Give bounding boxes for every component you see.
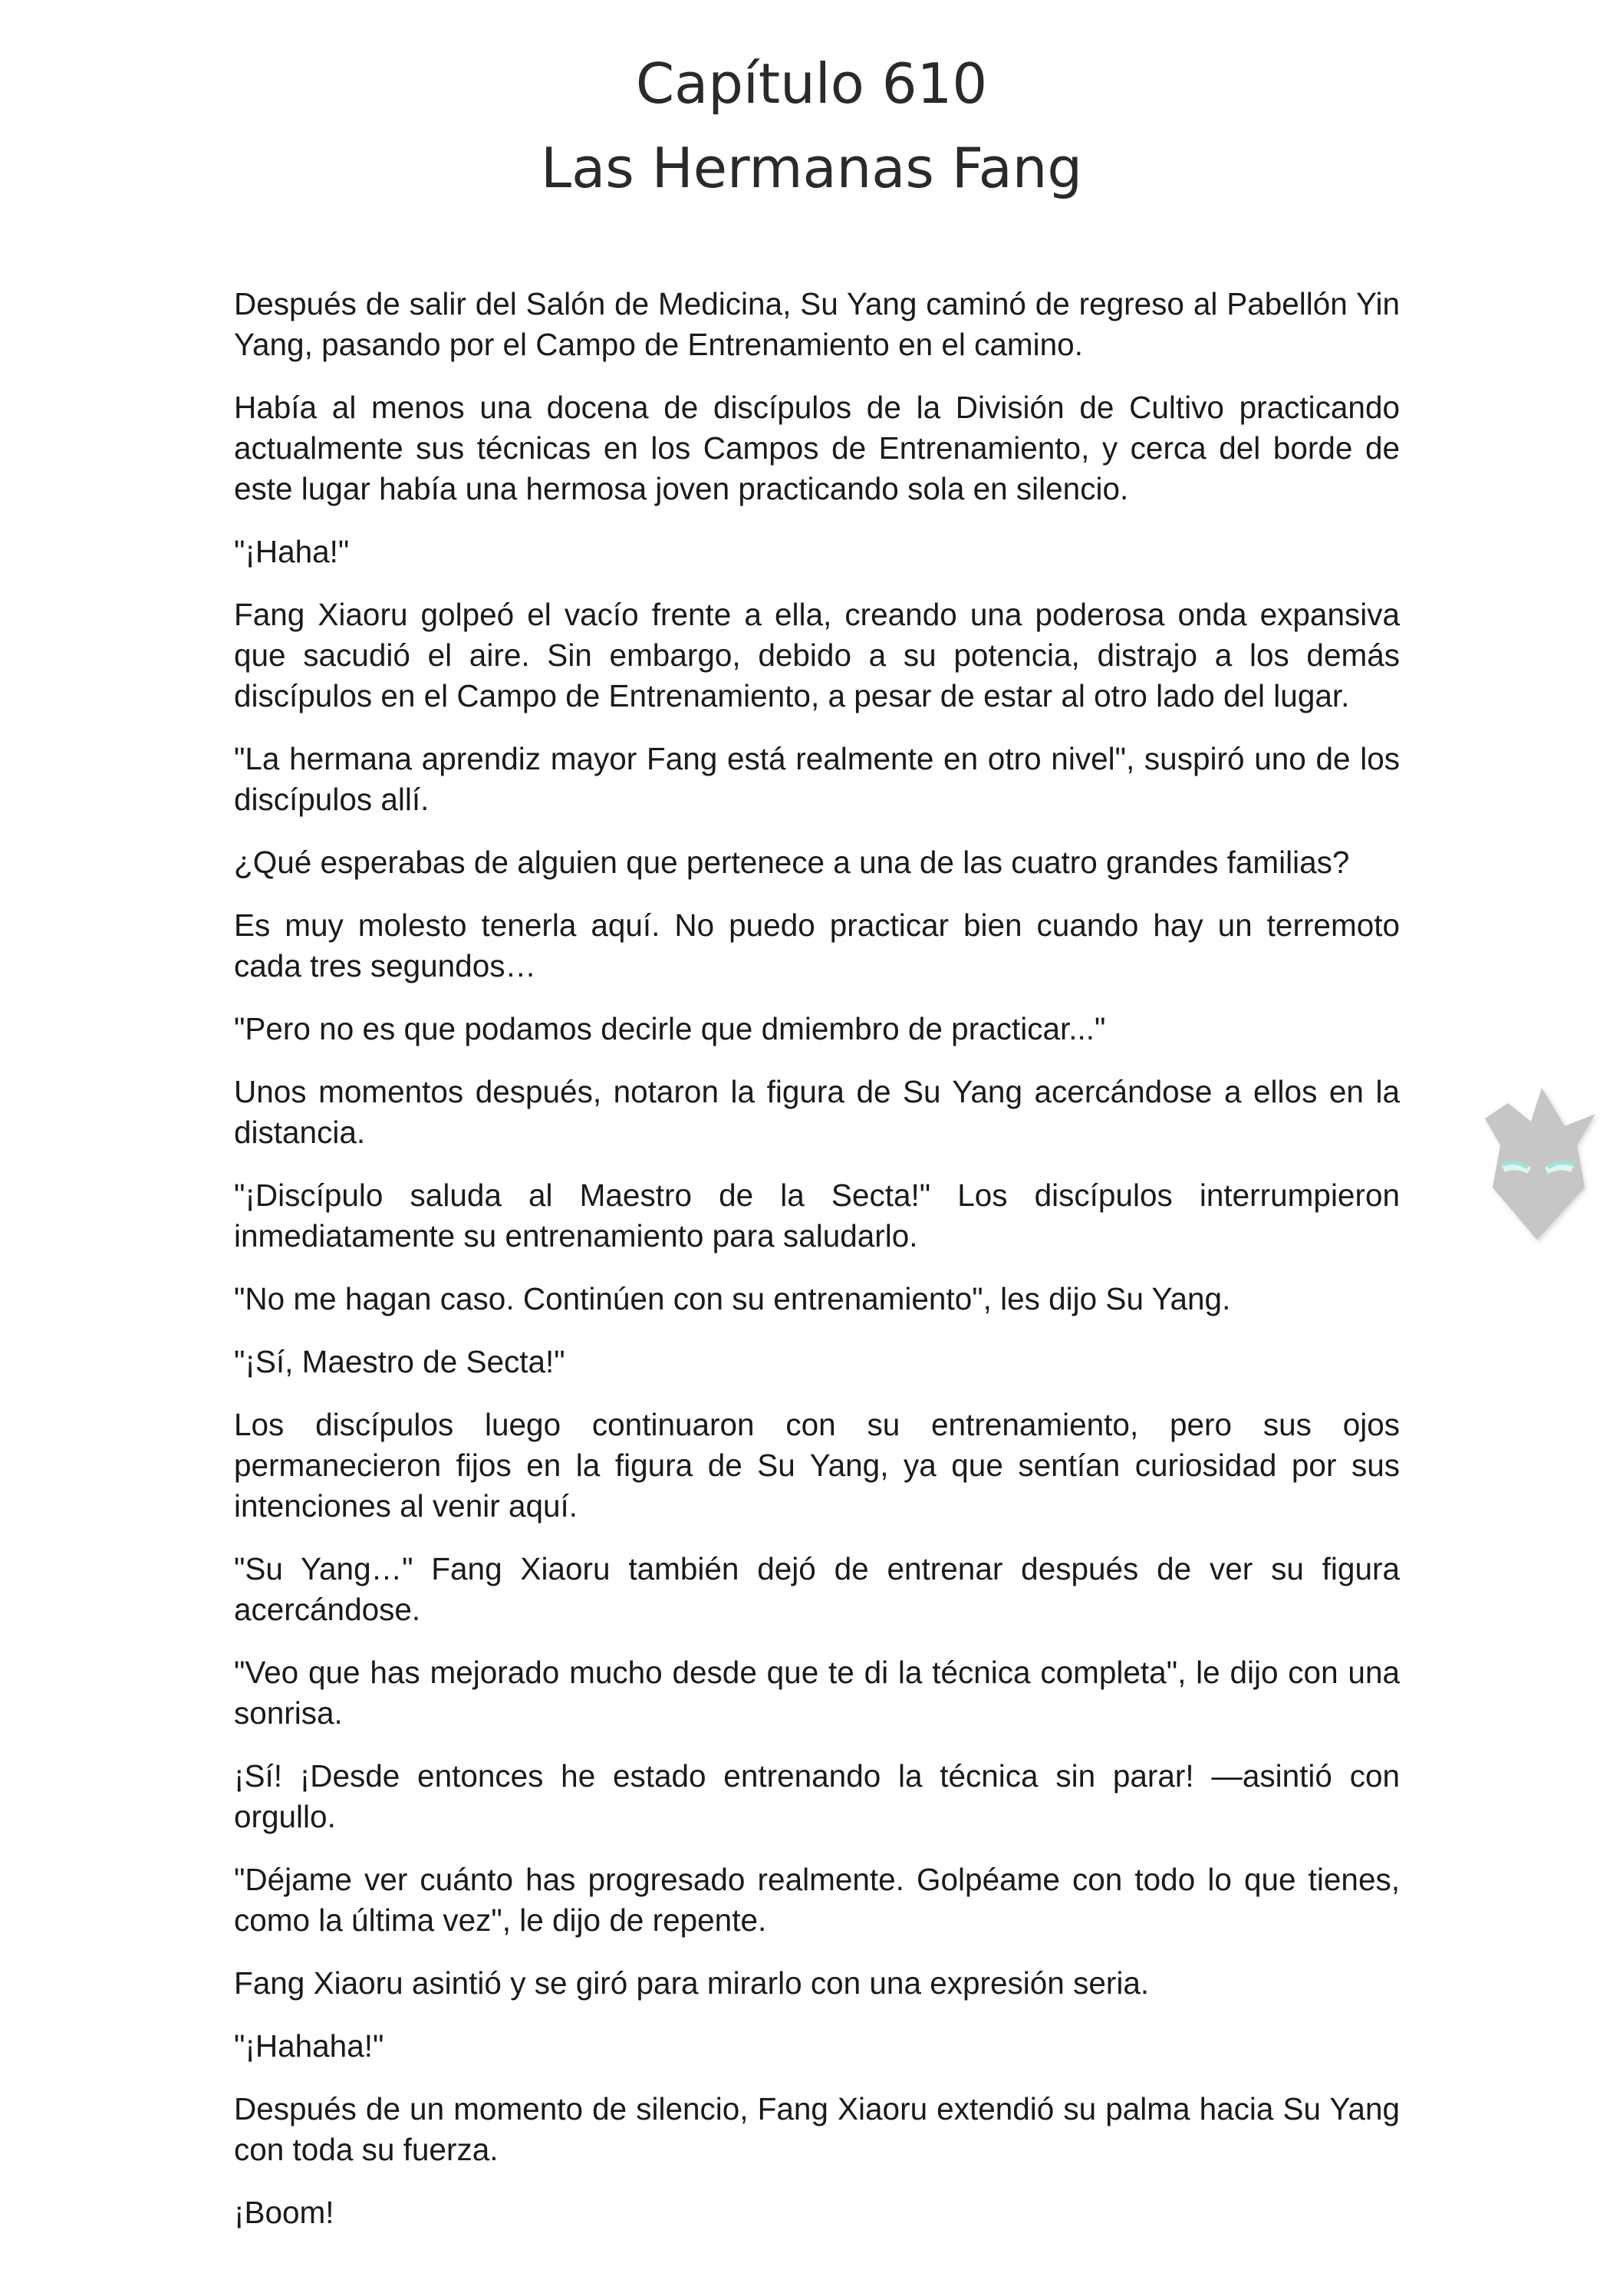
paragraph: Después de un momento de silencio, Fang Xiaoru extendió su palma hacia Su Yang con toda su fuerza.	[234, 2091, 1400, 2167]
paragraph: "Pero no es que podamos decirle que dmiembro de practicar..."	[234, 1011, 1106, 1046]
paragraph: Fang Xiaoru asintió y se giró para mirarlo con una expresión seria.	[234, 1965, 1150, 2001]
paragraph: Los discípulos luego continuaron con su entrenamiento, pero sus ojos permanecieron fijos en la figura de Su Yang, ya que sentían curiosidad por sus intenciones al venir aquí.	[234, 1407, 1400, 1524]
paragraph: Después de salir del Salón de Medicina, Su Yang caminó de regreso al Pabellón Yin Yang, pasando por el Campo de Entrenamiento en el camino.	[234, 286, 1400, 362]
paragraph: Es muy molesto tenerla aquí. No puedo practicar bien cuando hay un terremoto cada tres segundos…	[234, 908, 1400, 983]
paragraph: "¡Discípulo saluda al Maestro de la Secta!" Los discípulos interrumpieron inmediatamente su entrenamiento para saludarlo.	[234, 1178, 1400, 1253]
paragraph: Había al menos una docena de discípulos de la División de Cultivo practicando actualmente sus técnicas en los Campos de Entrenamiento, y cerca del borde de este lugar había una hermosa joven practicando sola en silencio.	[234, 390, 1400, 506]
paragraph: "Veo que has mejorado mucho desde que te di la técnica completa", le dijo con una sonrisa.	[234, 1655, 1400, 1731]
chapter-number: Capítulo 610	[635, 51, 988, 116]
paragraph: "¡Haha!"	[234, 534, 350, 569]
chapter-body	[234, 284, 1400, 2255]
paragraph: "Su Yang…" Fang Xiaoru también dejó de entrenar después de ver su figura acercándose.	[234, 1551, 1400, 1627]
paragraph: "No me hagan caso. Continúen con su entrenamiento", les dijo Su Yang.	[234, 1281, 1231, 1316]
paragraph: "¡Sí, Maestro de Secta!"	[234, 1344, 565, 1379]
demon-head-shape	[1485, 1088, 1595, 1240]
paragraph: "¡Hahaha!"	[234, 2028, 384, 2064]
paragraph: "Déjame ver cuánto has progresado realmente. Golpéame con todo lo que tienes, como la última vez", le dijo de repente.	[234, 1862, 1400, 1938]
paragraph: Fang Xiaoru golpeó el vacío frente a ella, creando una poderosa onda expansiva que sacudió el aire. Sin embargo, debido a su potencia, distrajo a los demás discípulos en el Campo de Entrenamiento, a pesar de estar al otro lado del lugar.	[234, 597, 1400, 713]
paragraph: "La hermana aprendiz mayor Fang está realmente en otro nivel", suspiró uno de los discípulos allí.	[234, 741, 1400, 817]
paragraph: ¡Sí! ¡Desde entonces he estado entrenando la técnica sin parar! —asintió con orgullo.	[234, 1758, 1400, 1834]
chapter-heading	[0, 41, 1623, 210]
paragraph: Unos momentos después, notaron la figura de Su Yang acercándose a ellos en la distancia.	[234, 1074, 1400, 1150]
demon-head-icon	[1471, 1074, 1609, 1250]
paragraph: ¡Boom!	[234, 2195, 334, 2230]
paragraph: ¿Qué esperabas de alguien que pertenece a una de las cuatro grandes familias?	[234, 845, 1350, 880]
chapter-title: Las Hermanas Fang	[540, 136, 1083, 200]
